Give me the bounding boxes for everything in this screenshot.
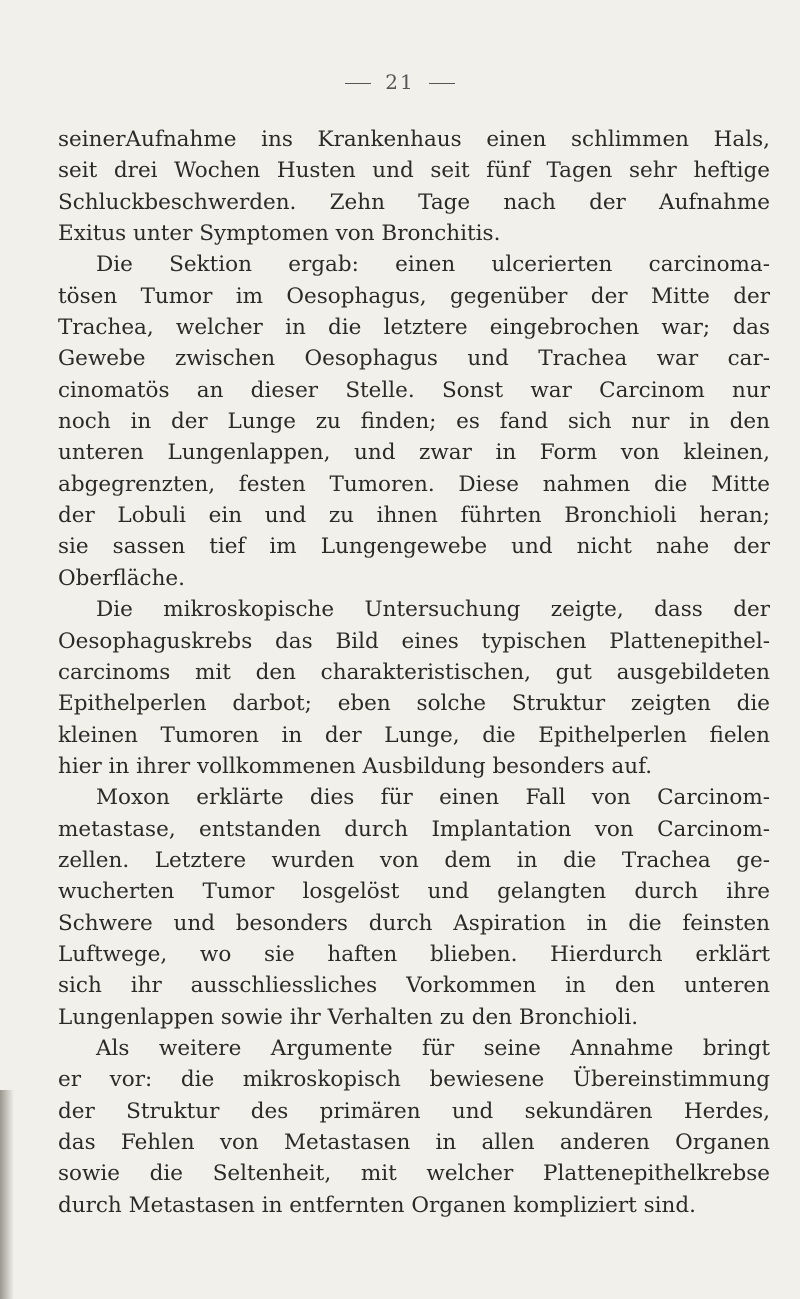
text-line: noch in der Lunge zu finden; es fand sich nur in den: [58, 409, 770, 435]
text-line: er vor: die mikroskopisch bewiesene Übereinstimmung: [58, 1067, 770, 1093]
text-line: Schwere und besonders durch Aspiration in die feinsten: [58, 910, 770, 936]
text-line: Trachea, welcher in die letztere eingebrochen war; das: [58, 315, 770, 341]
text-line: Oberfläche.: [58, 565, 185, 591]
text-line: Epithelperlen darbot; eben solche Struktur zeigten die: [58, 691, 770, 717]
text-line: seinerAufnahme ins Krankenhaus einen schlimmen Hals,: [58, 127, 770, 152]
text-line: zellen. Letztere wurden von dem in die Trachea ge-: [58, 847, 770, 873]
text-line: metastase, entstanden durch Implantation von Carcinom-: [58, 816, 770, 842]
page-edge-shadow: [0, 1090, 14, 1299]
text-line: Oesophaguskrebs das Bild eines typischen Plattenepithel-: [58, 628, 770, 654]
text-line: tösen Tumor im Oesophagus, gegenüber der Mitte der: [58, 283, 770, 309]
header-dash-right: [429, 83, 455, 84]
text-line: cinomatös an dieser Stelle. Sonst war Carcinom nur: [58, 377, 770, 403]
text-line: sich ihr ausschliessliches Vorkommen in den unteren: [58, 973, 770, 999]
text-line: Luftwege, wo sie haften blieben. Hierdurch erklärt: [58, 941, 770, 967]
text-line: Moxon erklärte dies für einen Fall von Carcinom-: [96, 785, 770, 811]
text-line: der Lobuli ein und zu ihnen führten Bronchioli heran;: [58, 503, 770, 529]
text-line: wucherten Tumor losgelöst und gelangten durch ihre: [58, 879, 770, 905]
text-line: unteren Lungenlappen, und zwar in Form von kleinen,: [58, 440, 770, 466]
header-dash-left: [345, 83, 371, 84]
text-line: abgegrenzten, festen Tumoren. Diese nahmen die Mitte: [58, 471, 770, 497]
text-line: Die mikroskopische Untersuchung zeigte, dass der: [96, 597, 770, 623]
text-line: Lungenlappen sowie ihr Verhalten zu den Bronchioli.: [58, 1004, 639, 1030]
text-line: hier in ihrer vollkommenen Ausbildung besonders auf.: [58, 753, 653, 779]
text-line: Die Sektion ergab: einen ulcerierten carcinoma-: [96, 252, 770, 278]
text-line: seit drei Wochen Husten und seit fünf Tagen sehr heftige: [58, 158, 770, 184]
text-line: sie sassen tief im Lungengewebe und nicht nahe der: [58, 534, 770, 560]
text-line: der Struktur des primären und sekundären Herdes,: [58, 1098, 770, 1124]
text-line: Als weitere Argumente für seine Annahme bringt: [96, 1035, 770, 1061]
text-line: kleinen Tumoren in der Lunge, die Epithelperlen fielen: [58, 722, 770, 748]
text-line: Gewebe zwischen Oesophagus und Trachea war car-: [58, 346, 770, 372]
page-number: 21: [385, 70, 415, 94]
text-line: das Fehlen von Metastasen in allen anderen Organen: [58, 1130, 770, 1155]
text-line: carcinoms mit den charakteristischen, gut ausgebildeten: [58, 659, 770, 685]
page-header: [0, 70, 800, 94]
text-line: durch Metastasen in entfernten Organen kompliziert sind.: [58, 1192, 696, 1218]
text-line: Exitus unter Symptomen von Bronchitis.: [58, 221, 501, 247]
body-text: [58, 124, 770, 1221]
text-line: Schluckbeschwerden. Zehn Tage nach der Aufnahme: [58, 189, 770, 215]
text-line: sowie die Seltenheit, mit welcher Plattenepithelkrebse: [58, 1161, 770, 1187]
